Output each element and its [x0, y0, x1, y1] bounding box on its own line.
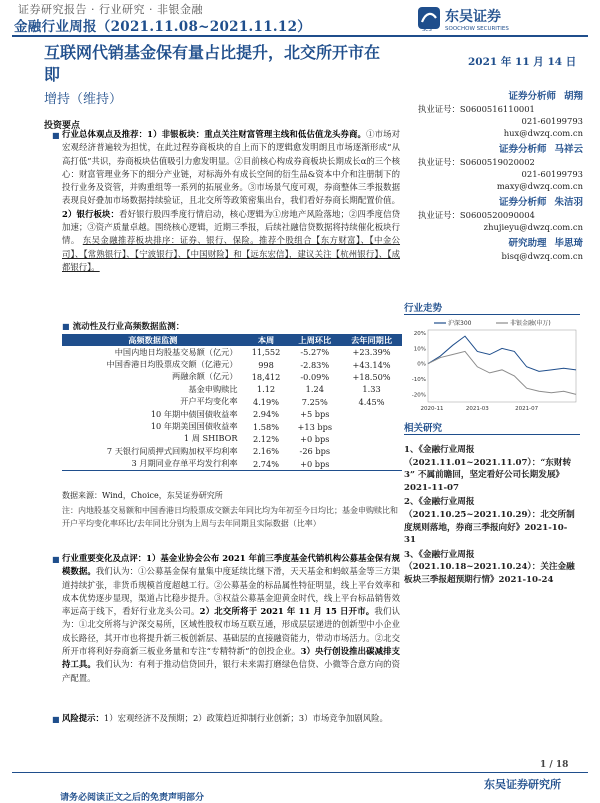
- section-lead: 风险提示：: [62, 713, 104, 723]
- logo-mark-text: SCS: [422, 27, 432, 32]
- table-cell: +0 bps: [288, 458, 341, 471]
- column-header: 去年同期比: [341, 334, 402, 346]
- report-date: 2021 年 11 月 14 日: [468, 56, 577, 68]
- section-lead: 行业总体观点及推荐：1）非银板块：重点关注财富管理主线和低估值龙头券商。: [62, 129, 367, 139]
- table-cell: 2.94%: [253, 409, 280, 420]
- bullet-icon: ■: [52, 555, 60, 564]
- industry-changes-section: [52, 552, 401, 685]
- section-lead: 2）银行板块：: [62, 208, 120, 219]
- analyst-email[interactable]: bisq@dwzq.com.cn: [501, 251, 583, 261]
- table-source: 数据来源：Wind，Choice，东吴证券研究所: [62, 491, 223, 500]
- section-lead: 3）央行创设推出碳减排支持工具。: [62, 646, 401, 670]
- analyst-license: 执业证号：S0600520090004: [418, 210, 535, 220]
- table-cell: +18.50%: [352, 371, 391, 382]
- section-body: 1）宏观经济不及预期；2）政策趋近抑制行业创新；3）市场竞争加剧风险。: [103, 713, 388, 723]
- table-cell: 2.12%: [253, 433, 280, 444]
- analyst-phone: 021-60199793: [521, 169, 583, 179]
- analyst-list: [418, 86, 583, 262]
- logo-text: 东吴证券: [445, 9, 501, 25]
- table-cell: 1.24: [305, 384, 324, 395]
- y-tick-label: -20%: [411, 392, 426, 399]
- table-cell: [341, 420, 402, 432]
- trend-divider: [404, 314, 580, 315]
- table-cell: +43.14%: [352, 359, 391, 370]
- table-cell: -2.83%: [300, 359, 330, 370]
- series-line-nonbank: [428, 351, 576, 394]
- footer-brand: 东吴证券研究所: [484, 778, 561, 791]
- page-number: 1 / 18: [540, 760, 569, 770]
- logo-subtext: SOOCHOW SECURITIES: [445, 26, 509, 32]
- analyst-block: [418, 238, 583, 262]
- table-row: [62, 358, 402, 370]
- section-body: 看好银行股四季度行情启动，核心逻辑为①房地产风险落地；②四季度信贷加速；③资产质量卓越。围绕核心逻辑，近期三季报，后续社融信贷数据将持续催化板块行情。: [62, 208, 401, 246]
- legend-label-a: 沪深300: [448, 320, 472, 327]
- table-row: [62, 383, 402, 395]
- related-research-title: 相关研究: [404, 423, 443, 434]
- x-tick-label: 2021-03: [465, 406, 489, 412]
- company-logo: [418, 6, 548, 32]
- analyst-email[interactable]: maxy@dwzq.com.cn: [496, 181, 583, 191]
- rating-label: 增持（维持）: [44, 92, 123, 107]
- footer-divider: [12, 772, 588, 773]
- table-cell: 1 周 SHIBOR: [183, 433, 238, 444]
- table-cell: 1.58%: [253, 421, 280, 432]
- table-cell: 10 年期美国国债收益率: [150, 421, 238, 432]
- analyst-block: [418, 144, 583, 192]
- table-cell: 开户平均变化率: [180, 396, 238, 407]
- analyst-block: [418, 197, 583, 233]
- column-header: 上周环比: [288, 334, 341, 346]
- table-cell: [341, 458, 402, 471]
- table-cell: 4.19%: [253, 396, 280, 407]
- bullet-icon: ■: [62, 321, 70, 331]
- column-header: 高频数据监测: [62, 334, 244, 346]
- plot-frame: [428, 330, 576, 402]
- table-header-row: [62, 334, 402, 346]
- table-cell: [341, 445, 402, 457]
- related-research-list: [404, 444, 578, 589]
- table-cell: +5 bps: [300, 409, 330, 420]
- table-cell: 11,552: [251, 347, 281, 358]
- analyst-license: 执业证号：S0600519020002: [418, 157, 535, 167]
- table-cell: 7 天银行间质押式回购加权平均利率: [106, 445, 238, 456]
- analyst-title: 研究助理 毕思琦: [508, 238, 583, 249]
- risk-warning-section: [52, 712, 400, 725]
- industry-view-section: [52, 128, 401, 274]
- table-cell: 10 年期中债国债收益率: [150, 408, 238, 419]
- series-title: 金融行业周报（2021.11.08~2021.11.12）: [14, 19, 312, 35]
- table-cell: 两融余额（亿元）: [172, 371, 238, 382]
- high-frequency-data-table: [62, 334, 402, 471]
- table-cell: 中国内地日均股基交易额（亿元）: [114, 346, 238, 357]
- analyst-title: 证券分析师 马祥云: [498, 144, 583, 155]
- analyst-email[interactable]: hux@dwzq.com.cn: [503, 128, 583, 138]
- x-tick-label: 2021-07: [515, 406, 539, 412]
- analyst-title: 证券分析师 胡翔: [508, 91, 583, 102]
- table-cell: [341, 408, 402, 420]
- table-cell: 18,412: [251, 371, 281, 382]
- column-header: 本周: [244, 334, 289, 346]
- table-cell: 7.25%: [301, 396, 328, 407]
- analyst-phone: 021-60199793: [521, 116, 583, 126]
- table-cell: -0.09%: [300, 371, 330, 382]
- table-cell: 基金申购赎比: [188, 383, 238, 394]
- y-tick-label: -10%: [411, 377, 426, 384]
- table-cell: -26 bps: [299, 446, 331, 457]
- table-cell: 2.74%: [244, 458, 289, 471]
- table-row: [62, 396, 402, 408]
- table-cell: 2.16%: [253, 446, 280, 457]
- section-body: 我们认为：①北交所将与沪深交易所，区域性股权市场互联互通，形成层层递进的创新型中小企业成长路径，其开市也将提升新三板创新层、基础层的直接融资能力，带动市场活力。②北交所开市将利好券商新三板业务量和专注“专精特新”的创投企业。: [62, 606, 400, 657]
- table-row: [62, 420, 402, 432]
- table-cell: 中国香港日均股票成交额（亿港元）: [106, 359, 238, 370]
- bullet-icon: ■: [52, 131, 60, 140]
- table-cell: +0 bps: [300, 433, 330, 444]
- table-row: [62, 408, 402, 420]
- trend-chart: [404, 316, 580, 416]
- related-report-link[interactable]: 1、《金融行业周报（2021.11.01~2021.11.07）：“东财转 3” 不属前瞻回，坚定看好公司长期发展》2021-11-07: [404, 445, 572, 493]
- key-points-label: 投资要点: [44, 121, 81, 131]
- report-headline: 互联网代销基金保有量占比提升，北交所开市在即: [44, 43, 381, 84]
- series-line-hs300: [428, 336, 576, 371]
- table-row: [62, 433, 402, 445]
- section-body: 我们认为：有利于推动信贷回升，银行未来需打磨绿色信贷、小微等合意方向的资产配置。: [62, 659, 401, 683]
- section-body: 我们认为：①公募基金保有量集中度延续比继下滑，天天基金和蚂蚁基金等三方渠道持续扩张，非货币规模首度超越工行。②公募基金的标品属性特征明显，线上平台效率和成本优势逐步显现，渠道占比稳步提升。③权益公募基金迎黄金时代，线上平台标品销售效率远高于线下，看好行业龙头公司。: [62, 566, 401, 617]
- y-tick-label: 10%: [413, 346, 426, 353]
- table-cell: 998: [258, 359, 274, 370]
- related-report-link[interactable]: 2、《金融行业周报（2021.10.25~2021.10.29）：北交所制度规则落地，券商三季报向好》2021-10-31: [404, 497, 575, 546]
- y-tick-label: 0%: [417, 361, 426, 368]
- table-row: [62, 371, 402, 383]
- analyst-email[interactable]: zhujieyu@dwzq.com.cn: [483, 222, 583, 232]
- trend-chart-title: 行业走势: [404, 303, 443, 314]
- table-cell: -5.27%: [300, 347, 330, 358]
- table-row: [62, 458, 402, 471]
- table-cell: 1.12: [256, 384, 276, 395]
- doc-category-tag: 证券研究报告 · 行业研究 · 非银金融: [18, 3, 203, 16]
- analyst-title: 证券分析师 朱洁羽: [498, 197, 583, 208]
- analyst-license: 执业证号：S0600516110001: [418, 104, 535, 114]
- table-cell: [341, 433, 402, 445]
- table-cell: 3 月期同业存单平均发行利率: [62, 458, 244, 471]
- table-cell: 4.45%: [358, 396, 385, 407]
- table-cell: +13 bps: [297, 421, 333, 432]
- recommendation-text: 东吴金融推荐板块排序：证券、银行、保险。推荐个股组合【东方财富】、【中金公司】、【常熟银行】、【宁波银行】、【中国财险】和【远东宏信】，建议关注【杭州银行】、【成都银行】。: [62, 235, 401, 272]
- table-cell: 1.33: [362, 384, 381, 395]
- table-cell: +23.39%: [352, 347, 391, 358]
- table-label: ■ 流动性及行业高频数据监测：: [62, 321, 185, 332]
- disclaimer-note: 请务必阅读正文之后的免责声明部分: [60, 793, 205, 803]
- chart-legend: [434, 319, 551, 327]
- analyst-block: [418, 91, 583, 139]
- section-lead: 行业重要变化及点评：1）基金业协会公布 2021 年前三季度基金代销机构公募基金保有规模数据。: [62, 553, 400, 577]
- section-body: ①市场对宏观经济普遍较为担忧，在此过程券商板块的自上而下的逻辑愈发明朗且市场逐渐形成“从高打低”共识，券商板块估值吸引力愈发明显。②目前核心构成券商板块长期成长α的三个核心：财富管理业务下的细分产业链，对标海外有成长空间的衍生品&资本中介和注册制下的投行业务及资管，并购重组等一系列的拓展业务。③市场景气度可观，券商整体三季报数据表现良好叠加市场数据持续验证，且北交所等政策密集出台，我们看好券商长期配置价值。: [62, 129, 401, 206]
- bullet-icon: ■: [52, 715, 60, 724]
- table-row: [62, 445, 402, 457]
- section-lead: 2）北交所将于 2021 年 11 月 15 日开市。: [199, 606, 375, 617]
- header-divider: [12, 35, 588, 37]
- table-note: 注：内地股基交易额和中国香港日均股票成交额去年同比均为年初至今日均比；基金申购赎比和开户平均变化率环比/去年同比分别为上周与去年同期且实际数据（比率）: [62, 506, 398, 528]
- related-report-link[interactable]: 3、《金融行业周报（2021.10.18~2021.10.24）：关注金融板块三季报超预期行情》2021-10-24: [404, 549, 575, 585]
- y-tick-label: 20%: [413, 331, 426, 338]
- related-divider: [404, 434, 580, 435]
- legend-label-b: 非银金融(申万): [510, 320, 551, 327]
- table-row: [62, 346, 402, 358]
- x-tick-label: 2020-11: [420, 406, 444, 412]
